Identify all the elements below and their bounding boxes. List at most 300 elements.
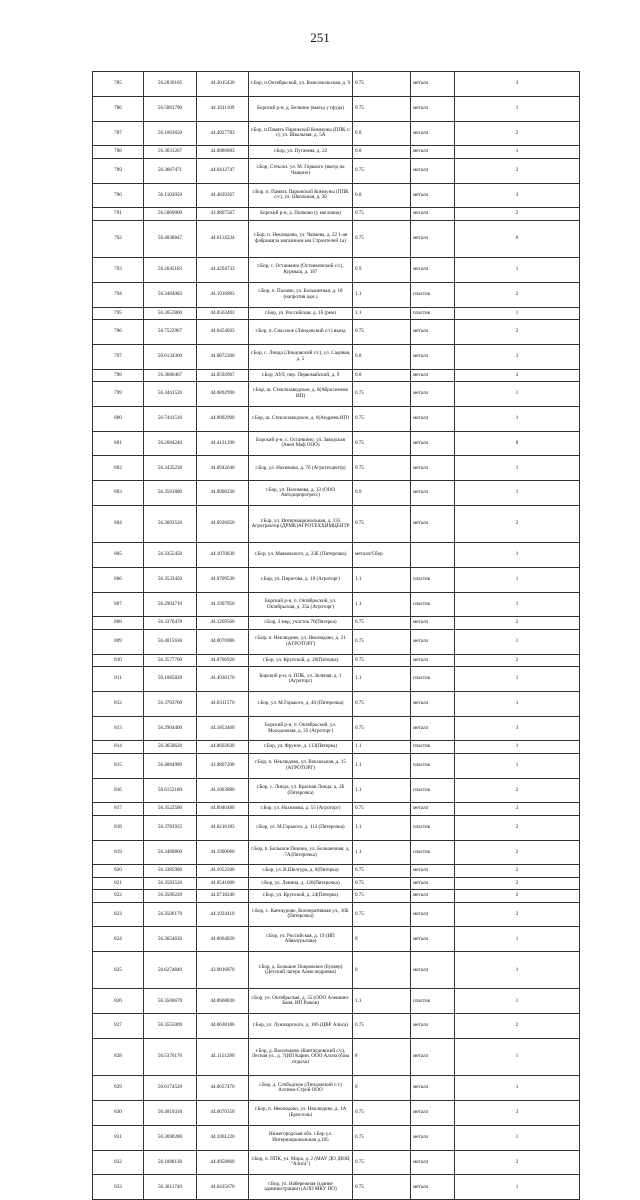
row-number-cell: 792 xyxy=(93,220,144,257)
address-cell: г.Бор, п. Память Парижской Коммуны (ППК с/с), ул. Школьная, д. 30 xyxy=(249,183,353,208)
volume-cell: 0.8 xyxy=(353,344,411,369)
table-row xyxy=(93,1076,580,1101)
table-row xyxy=(93,1125,580,1150)
row-number-cell: 801 xyxy=(93,431,144,456)
table-row xyxy=(93,381,580,406)
longitude-cell: 44.1061220 xyxy=(197,1125,249,1150)
material-cell: металл xyxy=(411,803,455,815)
volume-cell: металл/Сбор xyxy=(353,543,411,568)
material-cell: металл xyxy=(411,1038,455,1075)
count-cell: 2 xyxy=(455,1100,580,1125)
address-cell: Нижегородская обл. г.Бор ул. Интернациональная д.105 xyxy=(249,1125,353,1150)
latitude-cell: 56.3484083 xyxy=(144,282,197,307)
material-cell: пластик xyxy=(411,567,455,592)
table-body xyxy=(93,72,580,1200)
table-row xyxy=(93,567,580,592)
latitude-cell: 56.3566220 xyxy=(144,890,197,902)
material-cell: металл xyxy=(411,1100,455,1125)
container-sites-table xyxy=(92,71,580,1200)
latitude-cell: 56.3011740 xyxy=(144,1175,197,1200)
address-cell: г.Бор, д. Васильково (Кантауровский с/с), Лесная ул., д. 7(ИП Карин, ООО Алсна (база отдыха) xyxy=(249,1038,353,1075)
row-number-cell: 818 xyxy=(93,815,144,840)
volume-cell: 0.75 xyxy=(353,890,411,902)
longitude-cell: 44.1900060 xyxy=(197,840,249,865)
material-cell: металл xyxy=(411,319,455,344)
latitude-cell: 56.3577760 xyxy=(144,654,197,666)
row-number-cell: 788 xyxy=(93,146,144,158)
longitude-cell: 44.1907950 xyxy=(197,592,249,617)
material-cell: металл xyxy=(411,629,455,654)
row-number-cell: 806 xyxy=(93,567,144,592)
address-cell: Борский р-н, п. ППК, ул. Зеленая, д. 1 (Агроторг) xyxy=(249,667,353,692)
address-cell: г.Бор, п. Неклюдово, ул. Неклюдово, д. 21 (АГРОТОРГ) xyxy=(249,629,353,654)
count-cell: 6 xyxy=(455,220,580,257)
count-cell: 1 xyxy=(455,96,580,121)
latitude-cell: 56.3693520 xyxy=(144,505,197,542)
latitude-cell: 56.6174520 xyxy=(144,1076,197,1101)
count-cell: 1 xyxy=(455,753,580,778)
material-cell: металл xyxy=(411,257,455,282)
count-cell: 2 xyxy=(455,158,580,183)
row-number-cell: 802 xyxy=(93,456,144,481)
row-number-cell: 828 xyxy=(93,1038,144,1075)
count-cell: 2 xyxy=(455,803,580,815)
longitude-cell: 44.4131290 xyxy=(197,431,249,456)
address-cell: г.Бор, п. Большое Пикино, ул. Большечная, д. 7А(Пятерочка) xyxy=(249,840,353,865)
latitude-cell: 56.2839105 xyxy=(144,72,197,97)
volume-cell: 8 xyxy=(353,1076,411,1101)
volume-cell: 0.75 xyxy=(353,220,411,257)
volume-cell: 8 xyxy=(353,1038,411,1075)
table-row xyxy=(93,481,580,506)
latitude-cell: 56.3703760 xyxy=(144,691,197,716)
longitude-cell: 44.0602630 xyxy=(197,741,249,753)
volume-cell: 0.75 xyxy=(353,319,411,344)
volume-cell: 0.75 xyxy=(353,158,411,183)
address-cell: Борский р-н, с. Останкино, ул. Заводская (Авен Маф ООО) xyxy=(249,431,353,456)
material-cell: металл xyxy=(411,890,455,902)
latitude-cell: 56.4038847 xyxy=(144,220,197,257)
count-cell: 1 xyxy=(455,629,580,654)
table-row xyxy=(93,1014,580,1039)
row-number-cell: 808 xyxy=(93,617,144,629)
longitude-cell: 44.0592067 xyxy=(197,369,249,381)
row-number-cell: 804 xyxy=(93,505,144,542)
material-cell: металл xyxy=(411,902,455,927)
latitude-cell: 56.3533450 xyxy=(144,567,197,592)
latitude-cell: 56.2904400 xyxy=(144,716,197,741)
count-cell: 2 xyxy=(455,840,580,865)
material-cell: металл xyxy=(411,716,455,741)
address-cell: г.Бор, ул. В.Шелгура, д. 8(Пятерка) xyxy=(249,865,353,877)
address-cell: г.Бор, ш. Стеклозаводское, д. 8(Андреев ИП) xyxy=(249,406,353,431)
row-number-cell: 833 xyxy=(93,1175,144,1200)
latitude-cell: 56.6152180 xyxy=(144,778,197,803)
volume-cell: 0.75 xyxy=(353,877,411,889)
row-number-cell: 816 xyxy=(93,778,144,803)
row-number-cell: 803 xyxy=(93,481,144,506)
table-row xyxy=(93,927,580,952)
count-cell: 2 xyxy=(455,890,580,902)
material-cell: металл xyxy=(411,158,455,183)
count-cell: 2 xyxy=(455,815,580,840)
volume-cell: 0.75 xyxy=(353,406,411,431)
count-cell: 1 xyxy=(455,989,580,1014)
table-row xyxy=(93,72,580,97)
material-cell: пластик xyxy=(411,815,455,840)
volume-cell: 0.75 xyxy=(353,1100,411,1125)
address-cell: Борский р-н, п. Октябрьский, ул. Октябрьская, д. 35а (Агроторг) xyxy=(249,592,353,617)
longitude-cell: 44.0892990 xyxy=(197,406,249,431)
count-cell: 3 xyxy=(455,716,580,741)
longitude-cell: 44.1011109 xyxy=(197,96,249,121)
row-number-cell: 790 xyxy=(93,183,144,208)
longitude-cell: 44.0668830 xyxy=(197,989,249,1014)
row-number-cell: 826 xyxy=(93,989,144,1014)
latitude-cell: 56.3653800 xyxy=(144,307,197,319)
material-cell: металл xyxy=(411,1014,455,1039)
table-row xyxy=(93,629,580,654)
row-number-cell: 819 xyxy=(93,840,144,865)
table-row xyxy=(93,989,580,1014)
latitude-cell: 56.3667471 xyxy=(144,158,197,183)
volume-cell: 1.1 xyxy=(353,840,411,865)
address-cell: г.Бор, АУЛ, пер. Первомайский, д. 9 xyxy=(249,369,353,381)
material-cell: металл xyxy=(411,220,455,257)
row-number-cell: 825 xyxy=(93,952,144,989)
volume-cell: 1.1 xyxy=(353,778,411,803)
address-cell: г.Бор, с. Останкино (Останкинский с/с), Курмыш, д. 187 xyxy=(249,257,353,282)
row-number-cell: 799 xyxy=(93,381,144,406)
table-row xyxy=(93,307,580,319)
table-row xyxy=(93,282,580,307)
latitude-cell: 56.2645183 xyxy=(144,257,197,282)
address-cell: г.Бор, ул. М.Горького, д. 112 (Пятерочка) xyxy=(249,815,353,840)
latitude-cell: 56.3658620 xyxy=(144,741,197,753)
address-cell: г.Бор, ул. Маяковского, д. 23Е (Пятерочка) xyxy=(249,543,353,568)
volume-cell: 0.9 xyxy=(353,257,411,282)
address-cell: г.Бор, п.Память Парижской Коммуны (ППК с/с), ул. Школьная, д. 5А xyxy=(249,121,353,146)
material-cell: металл xyxy=(411,344,455,369)
longitude-cell: 44.1924410 xyxy=(197,902,249,927)
table-row xyxy=(93,319,580,344)
longitude-cell: 44.4839267 xyxy=(197,183,249,208)
address-cell: г.Бор, ш. Стеклозаводское, д. 8(Абросимова ИП) xyxy=(249,381,353,406)
table-row xyxy=(93,96,580,121)
longitude-cell: 44.1070830 xyxy=(197,543,249,568)
count-cell: 2 xyxy=(455,208,580,220)
row-number-cell: 812 xyxy=(93,691,144,716)
material-cell: металл xyxy=(411,877,455,889)
address-cell: г.Бор, ул. Фрунзе, д. 113(Пятерка) xyxy=(249,741,353,753)
table-row xyxy=(93,158,580,183)
table-row xyxy=(93,369,580,381)
volume-cell: 1.1 xyxy=(353,282,411,307)
row-number-cell: 807 xyxy=(93,592,144,617)
latitude-cell: 56.7441510 xyxy=(144,406,197,431)
address-cell: г.Бор, ул. Пирогова, д. 18 (Агроторг) xyxy=(249,567,353,592)
count-cell: 1 xyxy=(455,257,580,282)
row-number-cell: 793 xyxy=(93,257,144,282)
table-row xyxy=(93,654,580,666)
count-cell: 3 xyxy=(455,72,580,97)
longitude-cell: 44.0311570 xyxy=(197,691,249,716)
row-number-cell: 821 xyxy=(93,877,144,889)
volume-cell: 0.9 xyxy=(353,481,411,506)
volume-cell: 0.8 xyxy=(353,183,411,208)
container-sites-table-wrap xyxy=(92,71,579,1200)
latitude-cell: 56.3783935 xyxy=(144,815,197,840)
volume-cell: 8 xyxy=(353,952,411,989)
volume-cell: 0.75 xyxy=(353,72,411,97)
table-row xyxy=(93,617,580,629)
row-number-cell: 823 xyxy=(93,902,144,927)
count-cell: 1 xyxy=(455,592,580,617)
latitude-cell: 56.4015636 xyxy=(144,629,197,654)
address-cell: г.Бор, п. Спасское (Линдовский с/с) въезд xyxy=(249,319,353,344)
longitude-cell: 44.0563403 xyxy=(197,307,249,319)
address-cell: г.Бор, ул. Ленина, д. 120(Пятерочка) xyxy=(249,877,353,889)
volume-cell: 1.1 xyxy=(353,815,411,840)
latitude-cell: 56.7522967 xyxy=(144,319,197,344)
longitude-cell: 44.1916883 xyxy=(197,282,249,307)
row-number-cell: 789 xyxy=(93,158,144,183)
address-cell: г.Бор, п. Паламо, ул. Большечная, д. 18 (напротив адм.) xyxy=(249,282,353,307)
longitude-cell: 43.9807208 xyxy=(197,753,249,778)
row-number-cell: 795 xyxy=(93,307,144,319)
row-number-cell: 820 xyxy=(93,865,144,877)
count-cell: 2 xyxy=(455,877,580,889)
latitude-cell: 56.3522580 xyxy=(144,803,197,815)
table-row xyxy=(93,543,580,568)
longitude-cell: 44.0070350 xyxy=(197,1100,249,1125)
material-cell: металл xyxy=(411,865,455,877)
volume-cell: 0.75 xyxy=(353,617,411,629)
material-cell: пластик xyxy=(411,667,455,692)
count-cell: 1 xyxy=(455,481,580,506)
table-row xyxy=(93,803,580,815)
longitude-cell: 44.0709530 xyxy=(197,567,249,592)
material-cell: металл xyxy=(411,691,455,716)
longitude-cell: 44.0216183 xyxy=(197,815,249,840)
count-cell: 2 xyxy=(455,121,580,146)
count-cell: 2 xyxy=(455,902,580,927)
material-cell: пластик xyxy=(411,840,455,865)
row-number-cell: 822 xyxy=(93,890,144,902)
table-row xyxy=(93,257,580,282)
material-cell: пластик xyxy=(411,778,455,803)
row-number-cell: 811 xyxy=(93,667,144,692)
volume-cell: 0.75 xyxy=(353,381,411,406)
table-row xyxy=(93,691,580,716)
longitude-cell: 43.9807567 xyxy=(197,208,249,220)
table-row xyxy=(93,183,580,208)
volume-cell: 1.1 xyxy=(353,753,411,778)
count-cell: 2 xyxy=(455,865,580,877)
address-cell: г.Бор, с. Линда, ул. Красная Линда, д. 2Б (Пятерочка) xyxy=(249,778,353,803)
volume-cell: 0.75 xyxy=(353,1014,411,1039)
latitude-cell: 56.3654630 xyxy=(144,927,197,952)
material-cell: металл xyxy=(411,1076,455,1101)
volume-cell: 0.75 xyxy=(353,208,411,220)
table-row xyxy=(93,877,580,889)
longitude-cell: 44.0892990 xyxy=(197,381,249,406)
material-cell: металл xyxy=(411,1150,455,1175)
address-cell: г.Бор, ул. Октябрьская, д. 55 (ООО Алешино-Баня. ИП Рыков) xyxy=(249,989,353,1014)
volume-cell: 0.75 xyxy=(353,1175,411,1200)
table-row xyxy=(93,456,580,481)
latitude-cell: 56.2904710 xyxy=(144,592,197,617)
volume-cell: 0.75 xyxy=(353,902,411,927)
row-number-cell: 805 xyxy=(93,543,144,568)
count-cell: 8 xyxy=(455,431,580,456)
material-cell: металл xyxy=(411,146,455,158)
latitude-cell: 56.3555009 xyxy=(144,1014,197,1039)
address-cell: г.Бор, Стеклоз. ул. М. Горького (въезд на Чащино) xyxy=(249,158,353,183)
longitude-cell: 44.0872300 xyxy=(197,344,249,369)
table-row xyxy=(93,121,580,146)
material-cell: металл xyxy=(411,1125,455,1150)
address-cell: г.Бор, ул. Пугачева, д. 22 xyxy=(249,146,353,158)
table-row xyxy=(93,716,580,741)
address-cell: г.Бор, ул. Российская, д. 1б (рем) xyxy=(249,307,353,319)
table-row xyxy=(93,431,580,456)
material-cell: металл xyxy=(411,654,455,666)
volume-cell: 0.75 xyxy=(353,716,411,741)
count-cell: 1 xyxy=(455,667,580,692)
count-cell: 2 xyxy=(455,654,580,666)
latitude-cell: 56.3690280 xyxy=(144,1125,197,1150)
row-number-cell: 796 xyxy=(93,319,144,344)
material-cell: пластик xyxy=(411,282,455,307)
material-cell: пластик xyxy=(411,741,455,753)
table-row xyxy=(93,840,580,865)
latitude-cell: 56.3506170 xyxy=(144,902,197,927)
material-cell xyxy=(411,543,455,568)
latitude-cell: 56.3581880 xyxy=(144,481,197,506)
count-cell: 1 xyxy=(455,691,580,716)
longitude-cell: 44.0886883 xyxy=(197,146,249,158)
longitude-cell: 44.4927783 xyxy=(197,121,249,146)
longitude-cell: 44.1853460 xyxy=(197,716,249,741)
latitude-cell: 56.3441520 xyxy=(144,381,197,406)
table-row xyxy=(93,952,580,989)
address-cell: г.Бор, ул. Нахимова, д. 33 (ООО Автодорпрогресс) xyxy=(249,481,353,506)
material-cell: металл xyxy=(411,381,455,406)
address-cell: г.Бор, ул. Крупской, д. 20(Пятерка) xyxy=(249,654,353,666)
count-cell: 1 xyxy=(455,1038,580,1075)
table-row xyxy=(93,741,580,753)
material-cell: металл xyxy=(411,927,455,952)
latitude-cell: 56.1085820 xyxy=(144,667,197,692)
count-cell: 1 xyxy=(455,1125,580,1150)
count-cell: 1 xyxy=(455,1175,580,1200)
count-cell: 2 xyxy=(455,505,580,542)
table-row xyxy=(93,753,580,778)
longitude-cell: 44.0076986 xyxy=(197,629,249,654)
longitude-cell: 44.4294733 xyxy=(197,257,249,282)
row-number-cell: 829 xyxy=(93,1076,144,1101)
latitude-cell: 56.6134360 xyxy=(144,344,197,369)
latitude-cell: 56.3566670 xyxy=(144,989,197,1014)
table-row xyxy=(93,1038,580,1075)
longitude-cell: 44.2015430 xyxy=(197,72,249,97)
table-row xyxy=(93,1100,580,1125)
material-cell: металл xyxy=(411,96,455,121)
latitude-cell: 56.5069000 xyxy=(144,208,197,220)
row-number-cell: 827 xyxy=(93,1014,144,1039)
address-cell: г.Бор, д. Большое Покровское (Булкер) (Детский лагерь Александровка) xyxy=(249,952,353,989)
material-cell: металл xyxy=(411,481,455,506)
material-cell: металл xyxy=(411,72,455,97)
address-cell: г.Бор, п. Неклюдово, ул. Чапаева, д. 22 1-ая фабрика(за магазином ым Строителей 1а) xyxy=(249,220,353,257)
latitude-cell: 56.3355450 xyxy=(144,543,197,568)
volume-cell: 0.75 xyxy=(353,1125,411,1150)
latitude-cell: 56.6274840 xyxy=(144,952,197,989)
count-cell: 1 xyxy=(455,927,580,952)
material-cell: металл xyxy=(411,617,455,629)
material-cell: пластик xyxy=(411,989,455,1014)
volume-cell: 0.75 xyxy=(353,431,411,456)
address-cell: г.Бор, п. Неклюдово, ул. Неклюдово, д. 1А (Бристоль) xyxy=(249,1100,353,1125)
table-row xyxy=(93,815,580,840)
material-cell: пластик xyxy=(411,307,455,319)
address-cell: г.Бор, ул. Российская, д. 19 (ИП Айвазурьлова) xyxy=(249,927,353,952)
address-cell: г.Бор, ул. Интернациональная, д. 135 Агротрактор (ДРМК)АГРОТЕХХИМЦЕНТР xyxy=(249,505,353,542)
row-number-cell: 814 xyxy=(93,741,144,753)
page-number: 251 xyxy=(310,30,330,45)
latitude-cell: 56.3489860 xyxy=(144,840,197,865)
row-number-cell: 794 xyxy=(93,282,144,307)
count-cell: 1 xyxy=(455,741,580,753)
longitude-cell: 44.0435670 xyxy=(197,1175,249,1200)
longitude-cell: 44.0706920 xyxy=(197,654,249,666)
latitude-cell: 56.3631267 xyxy=(144,146,197,158)
volume-cell: 0.75 xyxy=(353,505,411,542)
material-cell: металл xyxy=(411,406,455,431)
row-number-cell: 809 xyxy=(93,629,144,654)
table-row xyxy=(93,592,580,617)
latitude-cell: 56.4019310 xyxy=(144,1100,197,1125)
table-row xyxy=(93,505,580,542)
count-cell: 2 xyxy=(455,1150,580,1175)
longitude-cell: 44.1003880 xyxy=(197,778,249,803)
material-cell: металл xyxy=(411,208,455,220)
volume-cell: 1.1 xyxy=(353,307,411,319)
latitude-cell: 56.3435230 xyxy=(144,456,197,481)
longitude-cell: 44.0942640 xyxy=(197,456,249,481)
table-row xyxy=(93,865,580,877)
count-cell: 1 xyxy=(455,146,580,158)
count-cell: 1 xyxy=(455,952,580,989)
latitude-cell: 56.3583520 xyxy=(144,877,197,889)
address-cell: г.Бор, ул. Луначарского, д. 106 (ЦВР Алиса) xyxy=(249,1014,353,1039)
longitude-cell: 44.0114234 xyxy=(197,220,249,257)
table-row xyxy=(93,220,580,257)
table-row xyxy=(93,1175,580,1200)
volume-cell: 1.1 xyxy=(353,567,411,592)
volume-cell: 0.75 xyxy=(353,691,411,716)
latitude-cell: 56.5376170 xyxy=(144,1038,197,1075)
longitude-cell: 44.0926650 xyxy=(197,505,249,542)
row-number-cell: 815 xyxy=(93,753,144,778)
material-cell: пластик xyxy=(411,753,455,778)
volume-cell: 0.75 xyxy=(353,629,411,654)
volume-cell: 0.8 xyxy=(353,146,411,158)
longitude-cell: 44.0940480 xyxy=(197,803,249,815)
address-cell: г.Бор, ул. Крупской, д. 24(Пятерка) xyxy=(249,890,353,902)
material-cell: металл xyxy=(411,431,455,456)
